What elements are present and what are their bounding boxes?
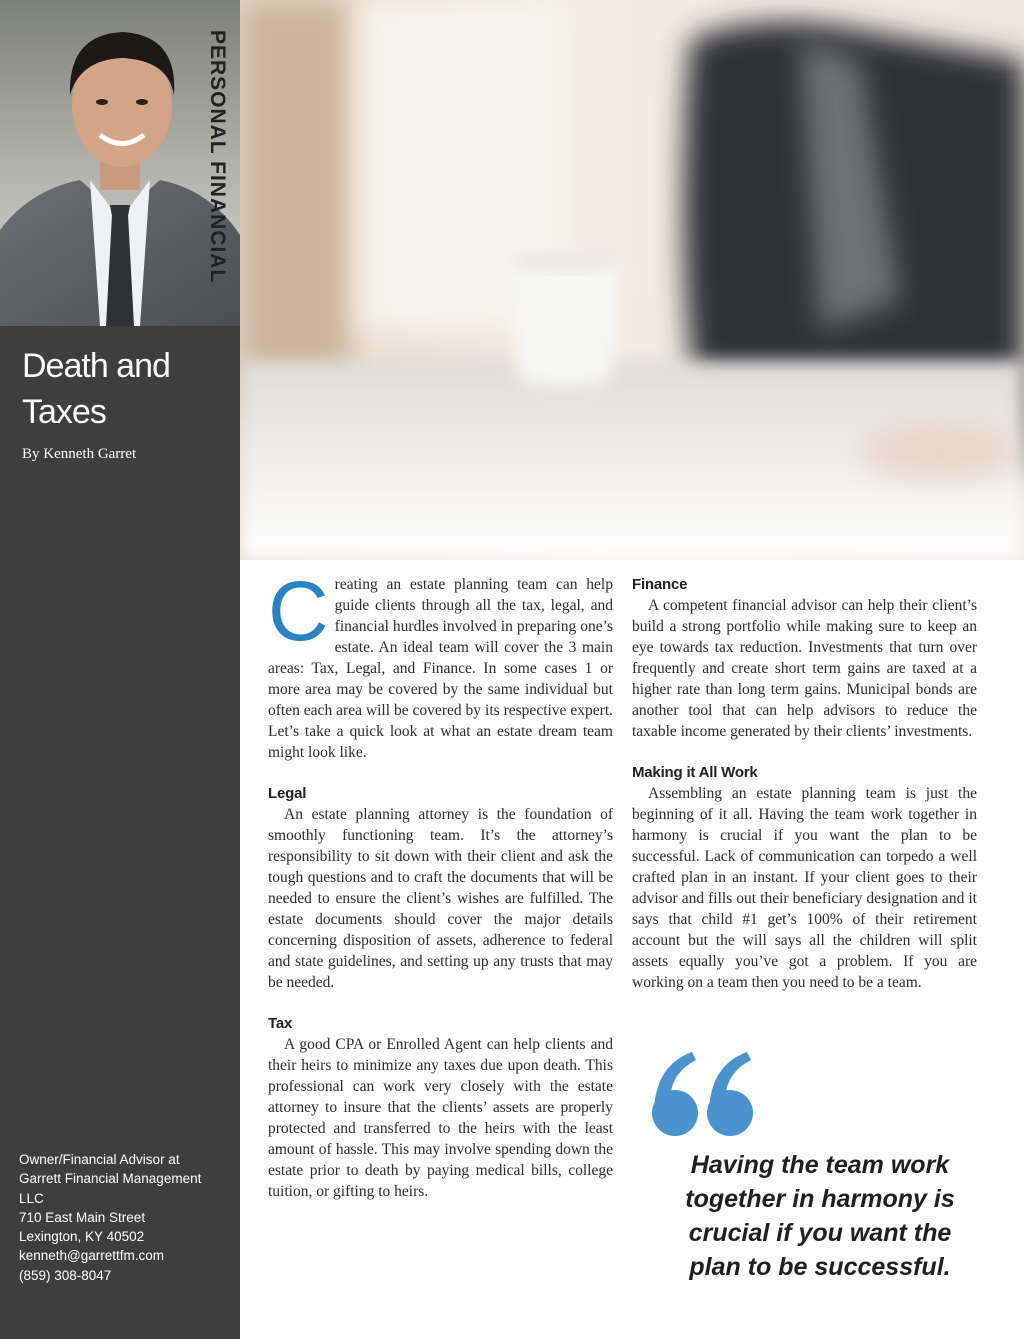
contact-phone: (859) 308-8047 xyxy=(19,1267,112,1283)
finance-paragraph: A competent financial advisor can help their client’s build a strong portfolio while making sure to keep an eye towards tax reduction. Investments that turn over frequently and create short term gains are taxed at a higher rate than long term gains. Municipal bonds are another tool that can help advisors to reduce the taxable income generated by their clients’ investments. xyxy=(632,597,977,740)
finance-heading: Finance xyxy=(632,576,688,593)
pull-quote: Having the team work together in harmony is crucial if you want the plan to be successful. xyxy=(685,1151,955,1281)
intro-paragraph xyxy=(268,564,613,763)
byline: By Kenneth Garret xyxy=(22,446,137,462)
quote-mark-icon xyxy=(650,1050,760,1140)
contact-line: Owner/Financial Advisor at xyxy=(19,1152,180,1167)
author-contact xyxy=(19,1150,234,1285)
hero-photo xyxy=(240,0,1024,560)
contact-line: LLC xyxy=(19,1190,44,1206)
tax-heading: Tax xyxy=(268,1015,293,1032)
contact-line: 710 East Main Street xyxy=(19,1209,146,1225)
legal-heading: Legal xyxy=(268,785,307,802)
article-column-right xyxy=(632,576,977,993)
office-meeting-image xyxy=(240,0,1024,560)
author-portrait-illustration xyxy=(0,0,240,326)
sidebar xyxy=(0,0,240,1339)
section-label: PERSONAL FINANCIAL xyxy=(206,30,229,284)
article-title: Death and Taxes xyxy=(22,347,170,431)
author-photo xyxy=(0,0,240,326)
legal-paragraph: An estate planning attorney is the foundation of smoothly functioning team. It’s the attorney’s responsibility to sit down with their client and ask the tough questions and to craft the documents that will be needed to ensure the client’s wishes are fulfilled. The estate documents should cover the major details concerning disposition of assets, adherence to federal and state guidelines, and setting up any trusts that may be needed. xyxy=(268,806,613,991)
article-column-left xyxy=(268,564,613,1202)
contact-line: Garrett Financial Management xyxy=(19,1171,202,1187)
making-it-work-heading: Making it All Work xyxy=(632,764,758,781)
contact-email: kenneth@garrettfm.com xyxy=(19,1248,165,1264)
drop-cap: C xyxy=(268,564,329,658)
intro-text: reating an estate planning team can help guide clients through all the tax, legal, and financial hurdles involved in preparing one’s estate. An ideal team will cover the 3 main areas: Tax, Legal, and Finance. In some cases 1 or more area may be covered by the same individual but often each area will be covered by its respective expert. Let’s take a quick look at what an estate dream team might look like. xyxy=(268,576,613,761)
making-it-work-paragraph: Assembling an estate planning team is just the beginning of it all. Having the team work together in harmony is crucial if you want the plan to be successful. Lack of communication can torpedo a well crafted plan in an instant. If your client goes to their advisor and fills out their beneficiary designation and it says that child #1 get’s 100% of their retirement account but the will says all the children will split assets equally you’ve got a problem. If you are working on a team then you need to be a team. xyxy=(632,785,977,991)
contact-line: Lexington, KY 40502 xyxy=(19,1229,145,1245)
tax-paragraph: A good CPA or Enrolled Agent can help clients and their heirs to minimize any taxes due upon death. This professional can work very closely with the estate attorney to insure that the clients’ assets are properly protected and transferred to the heirs with the least amount of hassle. This may involve spending down the estate prior to death by paying medical bills, college tuition, or gifting to heirs. xyxy=(268,1036,613,1200)
